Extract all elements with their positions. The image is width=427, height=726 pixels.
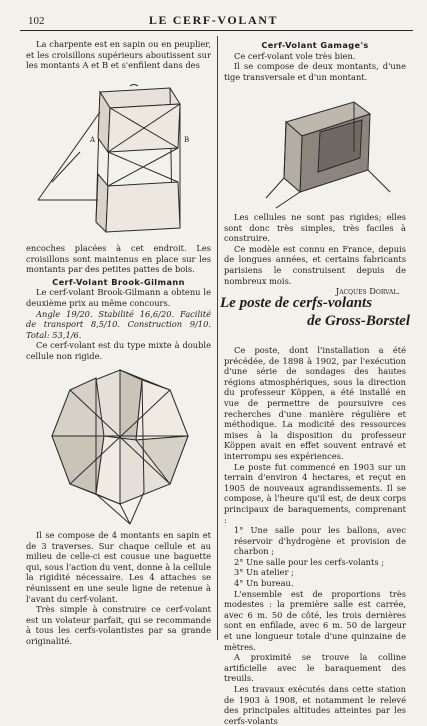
right-column-middle [224,212,406,297]
list-item-ballons: 1° Une salle pour les ballons, avec réservoir d'hydrogène et provision de charbon ; [234,525,406,557]
hexagonal-kite-illustration [40,366,200,526]
list-item-atelier: 3° Un atelier ; [234,567,294,578]
left-column-middle [26,243,211,362]
paragraph-brook-conclusion: Très simple à construire ce cerf-volant est un volateur parfait, qui se recommande à tous les cerfs-volantistes par sa grande originalité. [26,604,211,646]
author-signature: Jacques Dorval. [335,286,400,297]
paragraph-poste-travaux: Les travaux exécutés dans cette station de 1903 à 1908, et notamment le relevé des principales altitudes atteintes par les cerfs-volants [224,684,406,726]
paragraph-brook-prize: Le cerf-volant Brook-Gilmann a obtenu le deuxième prix au même concours. [26,287,211,308]
heading-brook-gilmann: Cerf-Volant Brook-Gilmann [52,276,185,287]
paragraph-gamage-known: Ce modèle est connu en France, depuis de longues années, et certains fabricants parisiens le construisent depuis de nombreux mois. [224,243,406,286]
paragraph-gamage-flies: Ce cerf-volant vole très bien. [234,50,356,61]
paragraph-poste-colline: A proximité se trouve la colline artificielle avec le baraquement des treuils. [224,652,406,684]
svg-text:B: B [184,136,190,144]
left-column-bottom [26,530,211,647]
gamage-kite-illustration [250,92,400,210]
column-divider [217,36,218,640]
box-kite-illustration [30,82,215,242]
paragraph-brook-type: Ce cerf-volant est du type mixte à double cellule non rigide. [26,340,211,361]
paragraph-poste-1903: Le poste fut commencé en 1903 sur un terrain d'environ 4 hectares, et reçut en 1905 de nouveaux agrandissements. Il se compose, à l'heure qu'il est, de deux corps principaux de baraquements, comprenant : [224,461,406,525]
paragraph-poste-intro: Ce poste, dont l'installation a été précédée, de 1898 à 1902, par l'exécution d'une série de sondages des hautes régions atmosphériques, sous la direction du professeur Köppen, a été installé en vue de permettre de poursuivre ces recherches d'une manière régulière et méthodique. La modicité des ressources mises à la disposition du professeur Köppen avait en effet souvent entravé et interrompu ses expériences. [224,345,406,461]
paragraph-charpente: La charpente est en sapin ou en peuplier, et les croisillons supérieurs aboutissent sur les montants A et B et s'enfilent dans des [26,39,211,71]
paragraph-brook-structure: Il se compose de 4 montants en sapin et de 3 traverses. Sur chaque cellule et au milieu de celle-ci est cousue une baguette qui, sous l'action du vent, donne à la cellule la rigidité nécessaire. Les 4 attaches se réunissent en une seule ligne de retenue à l'avant du cerf-volant. [26,530,211,604]
page-header [0,0,427,32]
header-rule [20,30,413,31]
list-item-cerfs-volants: 2° Une salle pour les cerfs-volants ; [234,556,385,567]
paragraph-brook-scores: Angle 19/20. Stabilité 16,6/20. Facilité de transport 8,5/10. Construction 9/10. Total: 53,1/6. [26,308,211,340]
page-number: 102 [28,15,45,27]
running-title: LE CERF-VOLANT [148,13,279,27]
paragraph-poste-ensemble: L'ensemble est de proportions très modestes : la première salle est carrée, avec 6 m. 50 de côté, les trois dernières sont en enfilade, avec 6 m. 50 de largeur et une longueur totale d'une quinzaine de mètres. [224,588,406,652]
paragraph-gamage-structure: Il se compose de deux montants, d'une tige transversale et d'un montant. [224,61,406,82]
article-title-line1: Le poste de cerfs-volants [220,295,373,311]
heading-gamage: Cerf-Volant Gamage's [261,40,369,50]
paragraph-gamage-cells: Les cellules ne sont pas rigides; elles sont donc très simples, très faciles à construire. [224,212,406,244]
right-column-article [224,345,406,726]
article-title-line2: de Gross-Borstel [307,313,410,329]
right-column-top [224,40,406,82]
svg-text:A: A [90,136,96,144]
list-item-bureau: 4° Un bureau. [234,578,294,589]
left-column-top [26,39,211,71]
paragraph-encoches: encoches placées à cet endroit. Les croisillons sont maintenus en place sur les montants par des petites pattes de bois. [26,243,211,275]
